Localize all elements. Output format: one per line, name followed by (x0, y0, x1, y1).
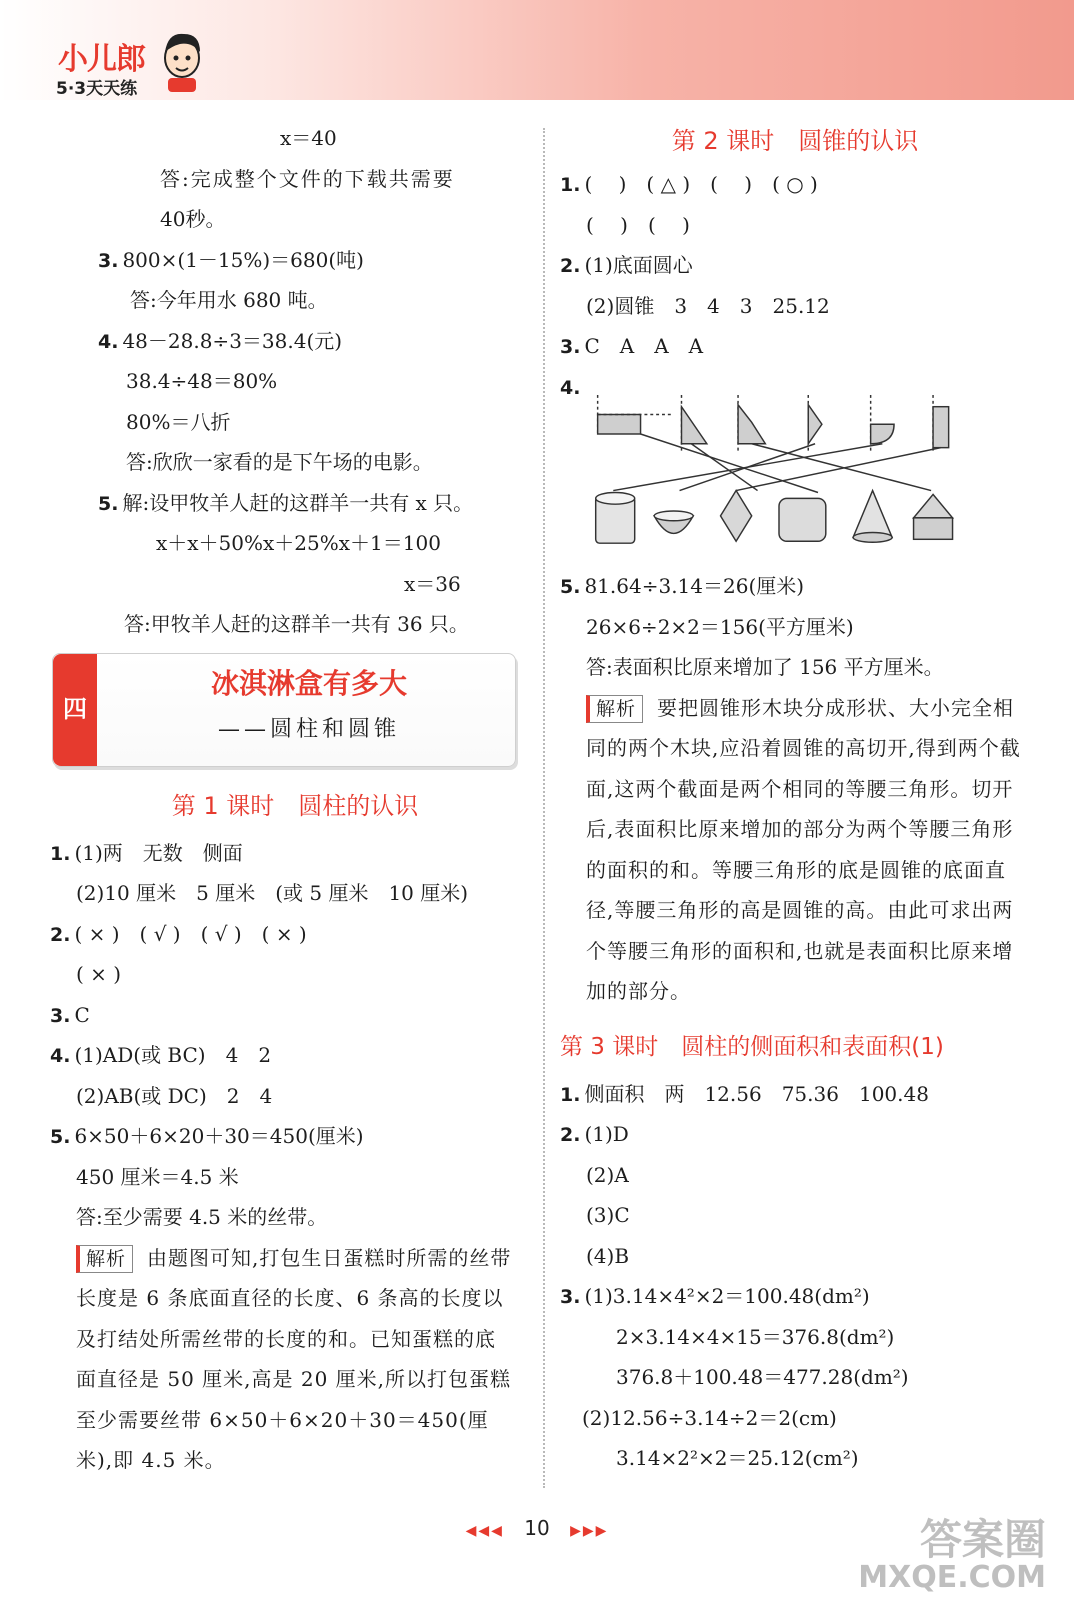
lesson-title: 第 1 课时 圆柱的认识 (171, 791, 419, 820)
answer-text: (1)AD(或 BC) 4 2 (74, 1043, 272, 1067)
left-column (50, 118, 530, 1481)
question-2 (560, 1114, 1030, 1155)
answer-text: 侧面积 两 12.56 75.36 100.48 (584, 1081, 929, 1106)
answer-text: (2)圆锥 3 4 3 25.12 (586, 293, 830, 318)
question-4 (560, 367, 1030, 399)
question-4 (50, 1035, 530, 1076)
question-5 (560, 566, 1030, 607)
column-divider (543, 128, 545, 1488)
answer-text: (1)D (584, 1122, 629, 1146)
question-number: 3. (98, 249, 119, 272)
lesson-title: 第 2 课时 圆锥的认识 (671, 127, 919, 155)
question-1 (50, 833, 530, 874)
analysis-text: 由题图可知,打包生日蛋糕时所需的丝带长度是 6 条底面直径的长度、6 条高的长度以及打结处所需丝带的长度的和。已知蛋糕的底面直径是 50 厘米,高是 20 厘米,所以打包蛋糕至少需要丝带 6×50＋6×20＋30＝450(厘米),即 4.5 米。 (76, 1245, 512, 1472)
equation: 81.64÷3.14＝26(厘米) (584, 574, 805, 598)
question-number: 1. (50, 842, 71, 865)
question-2 (50, 914, 530, 955)
answer-line: 答:今年用水 680 吨。 (130, 288, 328, 312)
question-number: 1. (560, 174, 581, 196)
question-number: 4. (560, 376, 581, 399)
analysis-text: 要把圆锥形木块分成形状、大小完全相同的两个木块,应沿着圆锥的高切开,得到两个截面,这两个截面是两个相同的等腰三角形。切开后,表面积比原来增加的部分为两个等腰三角形的面积的和。等腰三角形的底是圆锥的底面直径,等腰三角形的高是圆锥的高。由此可求出两个等腰三角形的面积和,也就是表面积比原来增加的部分。 (586, 695, 1021, 1003)
analysis-tag: 解析 (586, 695, 643, 723)
unit-subtitle: ——圆柱和圆锥 (217, 716, 400, 742)
answer-line: 答:至少需要 4.5 米的丝带。 (76, 1205, 328, 1229)
question-2 (560, 245, 1030, 286)
answer-text: (2)10 厘米 5 厘米 (或 5 厘米 10 厘米) (76, 881, 469, 905)
question-4 (60, 321, 530, 362)
analysis-block (76, 1238, 516, 1481)
answer-text: ( ) ( ) (586, 212, 690, 237)
question-number: 5. (560, 576, 581, 598)
question-number: 3. (560, 336, 581, 358)
equation: 6×50＋6×20＋30＝450(厘米) (74, 1124, 364, 1148)
answer-line: 答:完成整个文件的下载共需要 (160, 166, 455, 191)
equation: 2×3.14×4×15＝376.8(dm²) (616, 1324, 895, 1349)
question-3 (560, 326, 1030, 367)
answer-text: (2)A (586, 1162, 629, 1187)
question-5 (50, 1116, 530, 1157)
question-number: 3. (50, 1004, 71, 1027)
unit-banner (52, 653, 516, 767)
answer-line: 答:欣欣一家看的是下午场的电影。 (126, 450, 433, 474)
answer-text: C A A A (584, 334, 704, 358)
equation: (1)3.14×4²×2＝100.48(dm²) (584, 1284, 870, 1308)
prev-arrows-icon: ◀◀◀ (465, 1523, 504, 1539)
question-number: 4. (50, 1045, 71, 1067)
answer-text: (4)B (586, 1243, 630, 1268)
equation: 26×6÷2×2＝156(平方厘米) (586, 614, 854, 639)
question-number: 1. (560, 1083, 581, 1106)
question-number: 2. (560, 255, 581, 277)
answer-text: ( ) ( △ ) ( ) ( ○ ) (584, 172, 818, 196)
question-number: 2. (560, 1124, 581, 1146)
watermark (858, 1515, 1046, 1595)
answer-text: ( × ) ( √ ) ( √ ) ( × ) (74, 921, 307, 946)
question-3 (560, 1276, 1030, 1317)
question-number: 5. (98, 492, 119, 515)
answer-text: (1)底面圆心 (584, 253, 693, 277)
lesson-title: 第 3 课时 圆柱的侧面积和表面积(1) (560, 1033, 944, 1060)
answer-text: (3)C (586, 1203, 630, 1227)
question-1 (560, 164, 1030, 205)
equation: 48－28.8÷3＝38.4(元) (122, 328, 343, 353)
question-number: 3. (560, 1286, 581, 1308)
answer-text: C (74, 1002, 90, 1027)
question-number: 5. (50, 1126, 71, 1148)
equation: x＝36 (404, 571, 461, 596)
analysis-tag: 解析 (76, 1245, 133, 1273)
question-1 (560, 1074, 1030, 1115)
question-5 (60, 483, 530, 524)
unit-number: 四 (53, 654, 97, 766)
next-arrows-icon: ▶▶▶ (570, 1523, 609, 1539)
answer-text: (2)AB(或 DC) 2 4 (76, 1083, 273, 1108)
equation: 3.14×2²×2＝25.12(cm²) (616, 1446, 859, 1470)
analysis-block (586, 688, 1026, 1012)
series-name: 5·3天天练 (56, 79, 138, 99)
equation: 38.4÷48＝80% (126, 369, 278, 393)
answer-text: ( × ) (76, 962, 122, 986)
answer-line: 答:表面积比原来增加了 156 平方厘米。 (586, 655, 944, 679)
mascot-icon (158, 28, 206, 94)
equation: 80%＝八折 (126, 409, 231, 434)
answer-text: (1)两 无数 侧面 (74, 840, 243, 865)
question-3 (60, 240, 530, 281)
question-3 (50, 995, 530, 1036)
solution-text: 解:设甲牧羊人赶的这群羊一共有 x 只。 (122, 490, 474, 515)
question-number: 4. (98, 330, 119, 353)
rotation-matching-figure (584, 393, 974, 553)
question-number: 2. (50, 923, 71, 946)
watermark-title: 答案圈 (919, 1515, 1046, 1564)
watermark-url: MXQE.COM (858, 1560, 1046, 1595)
unit-title: 冰淇淋盒有多大 (210, 666, 407, 700)
answer-line: 答:甲牧羊人赶的这群羊一共有 36 只。 (124, 612, 469, 636)
answer-line: 40秒。 (160, 207, 226, 231)
equation: 800×(1－15%)＝680(吨) (122, 247, 364, 272)
answer-line: x＝40 (280, 126, 337, 150)
right-column (560, 118, 1030, 1479)
equation: 450 厘米＝4.5 米 (76, 1164, 239, 1189)
equation: 376.8＋100.48＝477.28(dm²) (616, 1365, 909, 1389)
page-number: 10 (524, 1516, 550, 1540)
brand-logo: 小儿郎 (58, 42, 145, 77)
equation: x＋x＋50%x＋25%x＋1＝100 (156, 531, 441, 555)
equation: (2)12.56÷3.14÷2＝2(cm) (582, 1405, 837, 1430)
